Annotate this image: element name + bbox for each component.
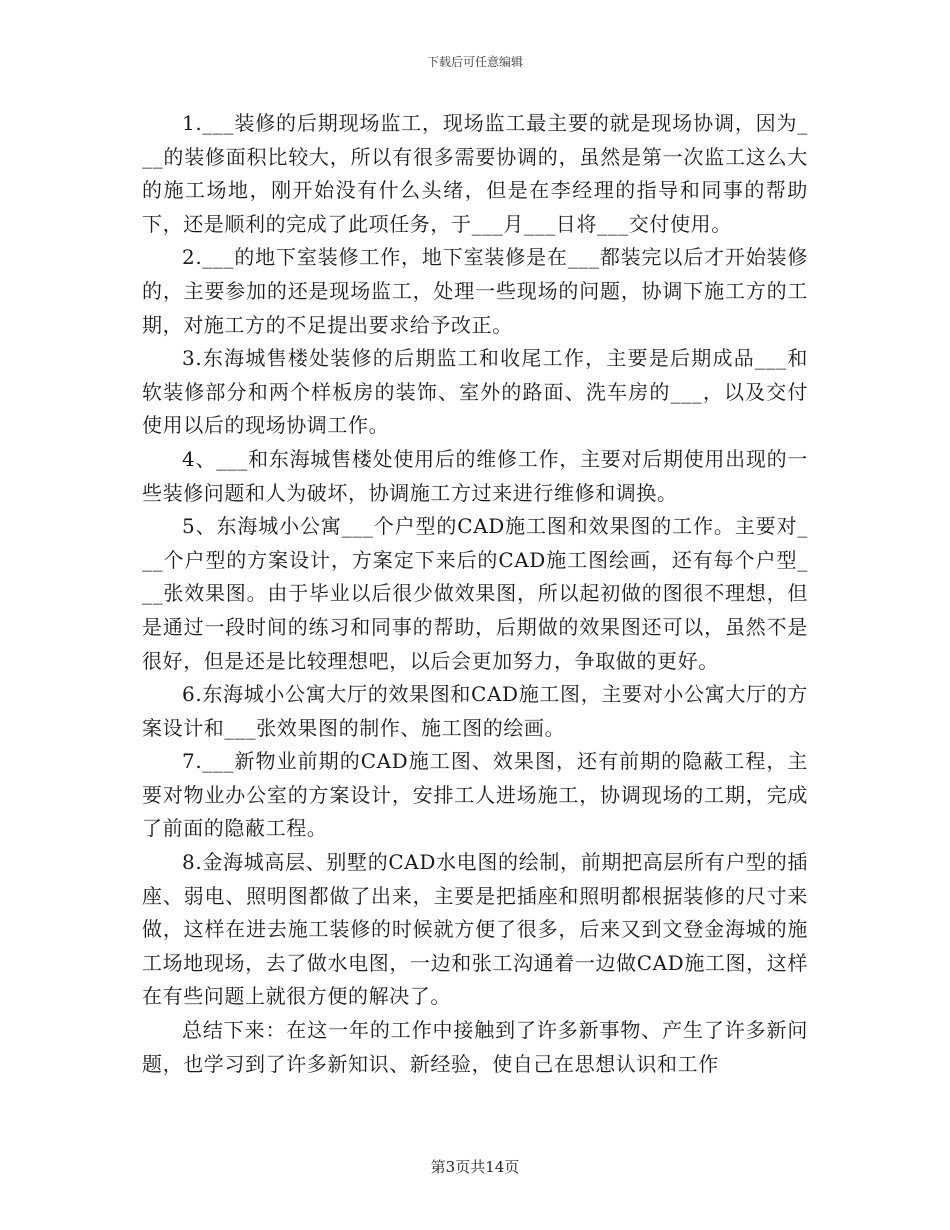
document-body bbox=[142, 107, 808, 1081]
page-number: 第3页共14页 bbox=[430, 1158, 520, 1176]
paragraph-2: 2.___的地下室装修工作，地下室装修是在___都装完以后才开始装修的，主要参加的还是现场监工，处理一些现场的问题，协调下施工方的工期，对施工方的不足提出要求给予改正。 bbox=[142, 245, 808, 337]
paragraph-1: 1.___装修的后期现场监工，现场监工最主要的就是现场协调，因为___的装修面积比较大，所以有很多需要协调的，虽然是第一次监工这么大的施工场地，刚开始没有什么头绪，但是在李经理的指导和同事的帮助下，还是顺利的完成了此项任务，于___月___日将___交付使用。 bbox=[142, 111, 808, 236]
paragraph-summary: 总结下来：在这一年的工作中接触到了许多新事物、产生了许多新问题，也学习到了许多新知识、新经验，使自己在思想认识和工作 bbox=[142, 1018, 808, 1076]
header-note: 下载后可任意编辑 bbox=[426, 55, 523, 69]
paragraph-4: 4、___和东海城售楼处使用后的维修工作，主要对后期使用出现的一些装修问题和人为破坏，协调施工方过来进行维修和调换。 bbox=[142, 446, 808, 505]
paragraph-6: 6.东海城小公寓大厅的效果图和CAD施工图，主要对小公寓大厅的方案设计和___张效果图的制作、施工图的绘画。 bbox=[142, 682, 808, 740]
paragraph-5: 5、东海城小公寓___个户型的CAD施工图和效果图的工作。主要对___个户型的方案设计，方案定下来后的CAD施工图绘画，还有每个户型___张效果图。由于毕业以后很少做效果图，所以起初做的图很不理想，但是通过一段时间的练习和同事的帮助，后期做的效果图还可以，虽然不是很好，但是还是比较理想吧，以后会更加努力，争取做的更好。 bbox=[142, 514, 808, 673]
paragraph-3: 3.东海城售楼处装修的后期监工和收尾工作，主要是后期成品___和软装修部分和两个样板房的装饰、室外的路面、洗车房的___，以及交付使用以后的现场协调工作。 bbox=[142, 346, 808, 438]
paragraph-7: 7.___新物业前期的CAD施工图、效果图，还有前期的隐蔽工程，主要对物业办公室的方案设计，安排工人进场施工，协调现场的工期，完成了前面的隐蔽工程。 bbox=[142, 749, 808, 841]
paragraph-8: 8.金海城高层、别墅的CAD水电图的绘制，前期把高层所有户型的插座、弱电、照明图都做了出来，主要是把插座和照明都根据装修的尺寸来做，这样在进去施工装修的时候就方便了很多，后来又到文登金海城的施工场地现场，去了做水电图，一边和张工沟通着一边做CAD施工图，这样在有些问题上就很方便的解决了。 bbox=[142, 850, 808, 1009]
